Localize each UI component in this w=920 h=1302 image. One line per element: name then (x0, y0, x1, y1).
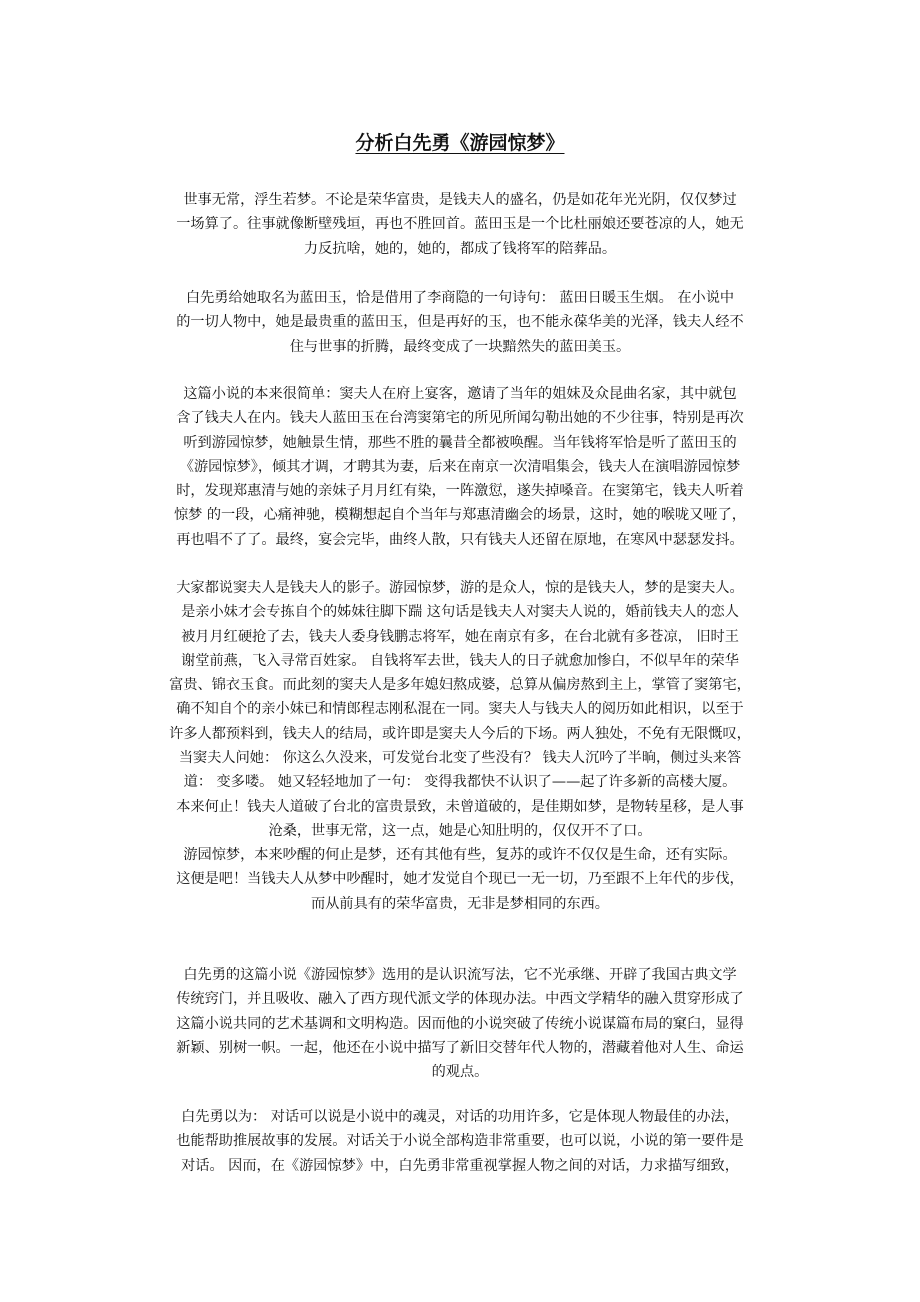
paragraph-line: 白先勇给她取名为蓝田玉，恰是借用了李商隐的一句诗句： 蓝田日暖玉生烟。 在小说中 (185, 290, 735, 306)
paragraph-line: 确不知自个的亲小妹已和情郎程志刚私混在一同。窦夫人与钱夫人的阅历如此相识，以至于 (176, 701, 744, 718)
paragraph-line: 对话。 因而，在《游园惊梦》中，白先勇非常重视掌握人物之间的对话，力求描写细致， (181, 1157, 739, 1174)
paragraph-line: 这篇小说共同的艺术基调和文明构造。因而他的小说突破了传统小说谋篇布局的窠臼，显得 (176, 1015, 744, 1032)
paragraph-line: 新颖、别树一帜。一起，他还在小说中描写了新旧交替年代人物的，潜藏着他对人生、命运 (176, 1039, 744, 1056)
paragraph-line: 听到游园惊梦，她触景生情，那些不胜的曩昔全都被唤醒。当年钱将军恰是听了蓝田玉的 (183, 434, 737, 451)
paragraph-line: 住与世事的折腾，最终变成了一块黯然失的蓝田美玉。 (289, 338, 631, 355)
paragraph-line: 惊梦 的一段，心痛神驰，模糊想起自个当年与郑惠清幽会的场景，这时，她的喉咙又哑了， (173, 507, 746, 524)
paragraph-line: 再也唱不了了。最终，宴会完毕，曲终人散，只有钱夫人还留在原地，在寒风中瑟瑟发抖。 (176, 531, 744, 548)
paragraph-line: 游园惊梦，本来吵醒的何止是梦，还有其他有些，复苏的或许不仅仅是生命，还有实际。 (183, 847, 737, 863)
paragraph-line: 传统窍门，并且吸收、融入了西方现代派文学的体现办法。中西文学精华的融入贯穿形成了 (176, 991, 744, 1008)
paragraph-1 (132, 188, 788, 261)
paragraph-line: 的一切人物中，她是最贵重的蓝田玉，但是再好的玉，也不能永葆华美的光泽，钱夫人经不 (176, 314, 744, 331)
paragraph-line: 的观点。 (431, 1064, 489, 1081)
paragraph-line: 道： 变多喽。 她又轻轻地加了一句： 变得我都快不认识了——起了许多新的高楼大厦。 (183, 774, 737, 791)
paragraph-line: 《游园惊梦》，倾其才调，才聘其为妻，后来在南京一次清唱集会，钱夫人在演唱游园惊梦 (179, 458, 741, 475)
paragraph-line: 当窦夫人问她： 你这么久没来，可发觉台北变了些没有？ 钱夫人沉吟了半晌，侧过头来答 (178, 750, 742, 767)
paragraph-line: 许多人都预料到，钱夫人的结局，或许即是窦夫人今后的下场。两人独处，不免有无限慨叹， (169, 725, 751, 742)
paragraph-line: 世事无常，浮生若梦。不论是荣华富贵，是钱夫人的盛名，仍是如花年光光阴，仅仅梦过 (183, 192, 737, 208)
paragraph-line: 大家都说窦夫人是钱夫人的影子。游园惊梦，游的是众人，惊的是钱夫人，梦的是窦夫人。 (176, 580, 744, 596)
paragraph-line: 时，发现郑惠清与她的亲妹子月月红有染，一阵激愆，遂失掉嗓音。在窦第宅，钱夫人听着 (176, 483, 744, 500)
paragraph-line: 谢堂前燕，飞入寻常百姓家。 自钱将军去世，钱夫人的日子就愈加惨白，不似早年的荣华 (181, 652, 739, 669)
page-title (0, 128, 920, 158)
page-title-text: 分析白先勇《游园惊梦》 (355, 132, 565, 154)
paragraph-line: 也能帮助推展故事的发展。对话关于小说全部构造非常重要，也可以说，小说的第一要件是 (176, 1133, 744, 1150)
paragraph-line: 是亲小妹才会专拣自个的姊妹往脚下踹 这句话是钱夫人对窦夫人说的，婚前钱夫人的恋人 (181, 604, 739, 621)
paragraph-line: 这便是吧！当钱夫人从梦中吵醒时，她才发觉自个现已一无一切，乃至跟不上年代的步伐， (176, 871, 744, 888)
paragraph-line: 一场算了。往事就像断壁残垣，再也不胜回首。蓝田玉是一个比杜丽娘还要苍凉的人，她无 (176, 216, 744, 233)
paragraph-line: 含了钱夫人在内。钱夫人蓝田玉在台湾窦第宅的所见所闻勾勒出她的不少往事，特别是再次 (176, 410, 744, 427)
paragraph-5 (132, 843, 788, 916)
paragraph-6 (132, 963, 788, 1084)
paragraph-line: 这篇小说的本来很简单：窦夫人在府上宴客，邀请了当年的姐妹及众昆曲名家，其中就包 (183, 386, 737, 402)
paragraph-3 (132, 382, 788, 552)
paragraph-line: 力反抗啥，她的，她的，都成了钱将军的陪葬品。 (303, 240, 617, 257)
paragraph-2 (132, 286, 788, 359)
paragraph-line: 白先勇以为： 对话可以说是小说中的魂灵，对话的功用许多，它是体现人物最佳的办法， (181, 1109, 739, 1125)
paragraph-line: 富贵、锦衣玉食。而此刻的窦夫人是多年媳妇熬成婆，总算从偏房熬到主上，掌管了窦第宅， (169, 677, 751, 694)
paragraph-line: 本来何止！钱夫人道破了台北的富贵景致，未曾道破的，是佳期如梦，是物转星移，是人事 (176, 798, 744, 815)
paragraph-line: 被月月红硬抢了去，钱夫人委身钱鹏志将军，她在南京有多，在台北就有多苍凉， 旧时王 (181, 628, 739, 645)
paragraph-line: 沧桑，世事无常，这一点，她是心知肚明的，仅仅开不了口。 (268, 822, 652, 839)
paragraph-4 (132, 576, 788, 843)
paragraph-line: 白先勇的这篇小说《游园惊梦》选用的是认识流写法，它不光承继、开辟了我国古典文学 (183, 967, 737, 983)
paragraph-7 (132, 1105, 788, 1178)
paragraph-line: 而从前具有的荣华富贵，无非是梦相同的东西。 (311, 895, 609, 912)
